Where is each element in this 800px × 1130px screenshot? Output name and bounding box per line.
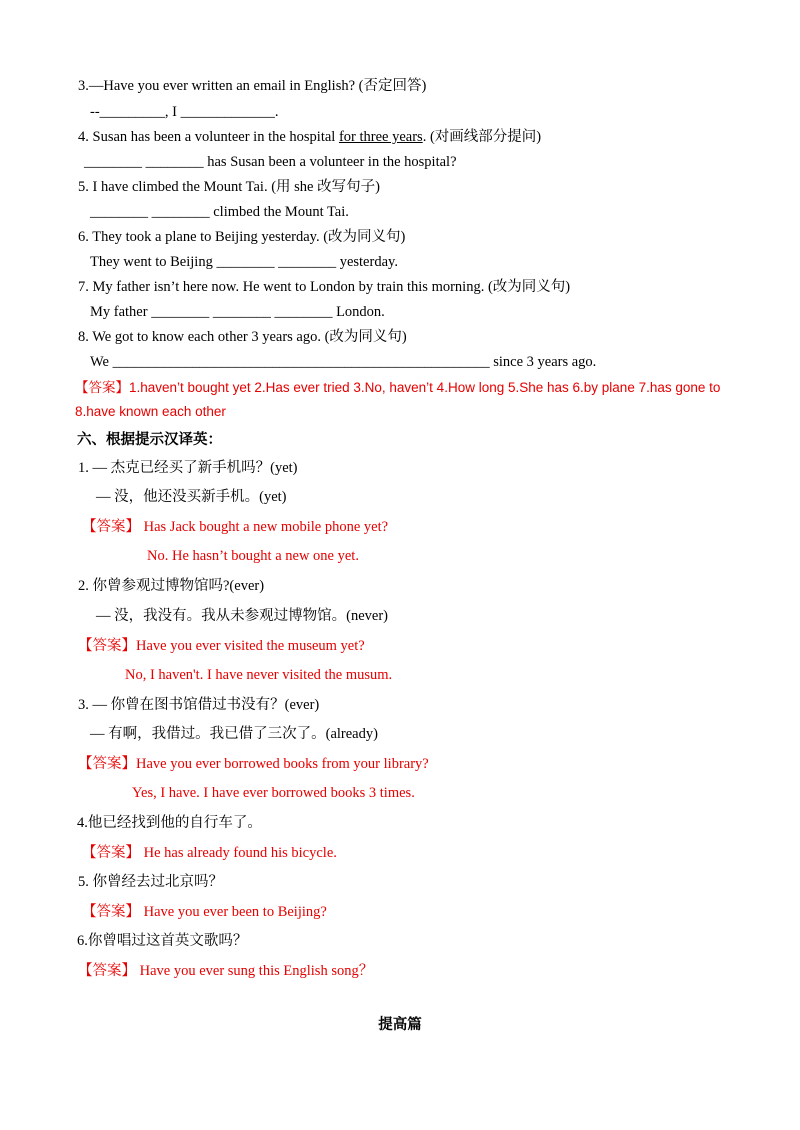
translation-1-reply: — 没，他还没买新手机。(yet) (96, 489, 287, 505)
question-4: 4. Susan has been a volunteer in the hospital for three years. (对画线部分提问) (78, 129, 542, 145)
translation-1-answer: 【答案】 Has Jack bought a new mobile phone yet? (82, 519, 389, 535)
question-6-blanks: They went to Beijing ________ ________ yesterday. (90, 254, 398, 270)
question-8-blanks: We ____________________________________________________ since 3 years ago. (90, 354, 597, 370)
translation-3-reply: — 有啊，我借过。我已借了三次了。(already) (90, 726, 378, 742)
translation-4-question: 4.他已经找到他的自行车了。 (77, 815, 262, 831)
translation-5-answer: 【答案】 Have you ever been to Beijing? (82, 904, 327, 920)
question-8: 8. We got to know each other 3 years ago. (改为同义句) (78, 329, 407, 345)
question-6: 6. They took a plane to Beijing yesterday. (改为同义句) (78, 229, 406, 245)
translation-3-answer-2: Yes, I have. I have ever borrowed books 3 times. (132, 785, 415, 801)
translation-6-answer: 【答案】 Have you ever sung this English song？ (78, 963, 374, 979)
translation-2-answer-2: No, I haven't. I have never visited the musum. (125, 667, 393, 683)
question-5: 5. I have climbed the Mount Tai. (用 she 改写句子) (78, 179, 380, 195)
translation-3-question: 3. — 你曾在图书馆借过书没有？(ever) (78, 697, 320, 713)
underlined-phrase: for three years (338, 129, 423, 145)
section-heading: 六、根据提示汉译英： (77, 432, 222, 448)
section-title: 提高篇 (378, 1017, 422, 1033)
question-7-blanks: My father ________ ________ ________ London. (90, 304, 385, 320)
answer-key-line-1: 【答案】1.haven’t bought yet 2.Has ever tried 3.No, haven’t 4.How long 5.She has 6.by plane 7.has gone to (75, 380, 721, 395)
translation-2-question: 2. 你曾参观过博物馆吗?(ever) (78, 578, 265, 594)
translation-2-answer: 【答案】Have you ever visited the museum yet? (78, 638, 365, 654)
question-7: 7. My father isn’t here now. He went to London by train this morning. (改为同义句) (78, 279, 571, 295)
answer-key-line-2: 8.have known each other (75, 404, 226, 419)
translation-2-reply: — 没，我没有。我从未参观过博物馆。(never) (96, 608, 388, 624)
translation-4-answer: 【答案】 He has already found his bicycle. (82, 845, 337, 861)
translation-1-question: 1. — 杰克已经买了新手机吗？(yet) (78, 460, 298, 476)
question-3-blanks: --_________, I _____________. (90, 104, 279, 120)
question-4-blanks: ________ ________ has Susan been a volunteer in the hospital? (84, 154, 457, 170)
translation-6-question: 6.你曾唱过这首英文歌吗？ (77, 933, 248, 949)
translation-1-answer-2: No. He hasn’t bought a new one yet. (147, 548, 359, 564)
translation-3-answer: 【答案】Have you ever borrowed books from your library? (78, 756, 429, 772)
question-3: 3.—Have you ever written an email in English? (否定回答) (78, 78, 427, 94)
question-5-blanks: ________ ________ climbed the Mount Tai. (90, 204, 349, 220)
translation-5-question: 5. 你曾经去过北京吗？ (78, 874, 223, 890)
